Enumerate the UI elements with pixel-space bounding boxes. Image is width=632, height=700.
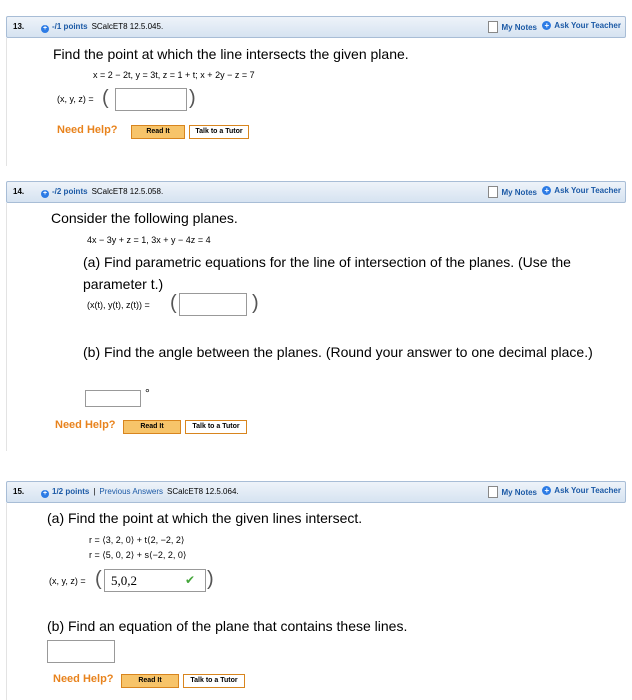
equation: x = 2 − 2t, y = 3t, z = 1 + t; x + 2y − z = 7 — [93, 70, 255, 80]
line-2-equation: r = ⟨5, 0, 2⟩ + s⟨−2, 2, 0⟩ — [89, 550, 187, 560]
question-statement: Consider the following planes. — [51, 210, 238, 226]
part-b-statement: (b) Find an equation of the plane that contains these lines. — [47, 618, 408, 634]
previous-answers-link[interactable]: Previous Answers — [99, 487, 164, 496]
need-help-label: Need Help? — [55, 419, 116, 431]
read-it-button[interactable]: Read It — [131, 125, 185, 139]
question-statement: Find the point at which the line intersects the given plane. — [53, 46, 409, 62]
ask-teacher-button[interactable]: + Ask Your Teacher — [542, 486, 621, 495]
plus-icon: + — [542, 186, 551, 195]
angle-input[interactable] — [85, 390, 141, 407]
left-paren: ( — [95, 568, 102, 590]
answer-input[interactable] — [104, 569, 206, 592]
plus-icon: + — [42, 190, 48, 197]
answer-label: (x(t), y(t), z(t)) = — [87, 300, 150, 310]
talk-to-tutor-button[interactable]: Talk to a Tutor — [189, 125, 249, 139]
question-number: 13. — [13, 22, 25, 31]
right-paren: ) — [189, 87, 196, 109]
question-14-header — [6, 181, 626, 203]
equation: 4x − 3y + z = 1, 3x + y − 4z = 4 — [87, 235, 211, 245]
answer-label: (x, y, z) = — [57, 94, 94, 104]
degree-symbol: ° — [145, 386, 150, 400]
plus-icon: + — [42, 25, 48, 32]
right-paren: ) — [207, 568, 214, 590]
need-help-label: Need Help? — [53, 673, 114, 685]
read-it-button[interactable]: Read It — [121, 674, 179, 688]
right-paren: ) — [252, 292, 259, 314]
ask-teacher-button[interactable]: + Ask Your Teacher — [542, 186, 621, 195]
answer-label: (x, y, z) = — [49, 576, 86, 586]
points-label: + -/2 points SCalcET8 12.5.058. — [42, 187, 164, 197]
need-help-label: Need Help? — [57, 124, 118, 136]
part-b-statement: (b) Find the angle between the planes. (Round your answer to one decimal place.) — [83, 344, 593, 360]
talk-to-tutor-button[interactable]: Talk to a Tutor — [185, 420, 247, 434]
answer-input[interactable] — [115, 88, 187, 111]
plane-equation-input[interactable] — [47, 640, 115, 663]
my-notes-button[interactable]: My Notes — [488, 21, 537, 33]
source-label: SCalcET8 12.5.064. — [167, 487, 239, 496]
question-number: 15. — [13, 487, 25, 496]
points-label: + 1/2 points | Previous Answers SCalcET8 12.5.064. — [42, 487, 239, 497]
left-paren: ( — [102, 87, 109, 109]
my-notes-button[interactable]: My Notes — [488, 186, 537, 198]
read-it-button[interactable]: Read It — [123, 420, 181, 434]
parametric-input[interactable] — [179, 293, 247, 316]
question-15-header — [6, 481, 626, 503]
my-notes-button[interactable]: My Notes — [488, 486, 537, 498]
plus-icon: + — [542, 21, 551, 30]
plus-icon: + — [42, 490, 48, 497]
correct-check-icon: ✔ — [185, 573, 196, 587]
note-icon — [488, 486, 498, 498]
line-1-equation: r = ⟨3, 2, 0⟩ + t⟨2, −2, 2⟩ — [89, 535, 185, 545]
source-label: SCalcET8 12.5.045. — [91, 22, 164, 31]
question-13 — [6, 16, 626, 166]
ask-teacher-button[interactable]: + Ask Your Teacher — [542, 21, 621, 30]
part-a-statement: (a) Find parametric equations for the line of intersection of the planes. (Use the parameter t.) — [83, 254, 571, 292]
points-label: + -/1 points SCalcET8 12.5.045. — [42, 22, 164, 32]
question-13-header — [6, 16, 626, 38]
source-label: SCalcET8 12.5.058. — [91, 187, 164, 196]
question-15 — [6, 481, 626, 700]
note-icon — [488, 21, 498, 33]
talk-to-tutor-button[interactable]: Talk to a Tutor — [183, 674, 245, 688]
left-paren: ( — [170, 292, 177, 314]
question-14 — [6, 181, 626, 451]
part-a-statement: (a) Find the point at which the given lines intersect. — [47, 510, 363, 526]
note-icon — [488, 186, 498, 198]
question-number: 14. — [13, 187, 25, 196]
plus-icon: + — [542, 486, 551, 495]
answer-value: 5,0,2 — [111, 573, 137, 588]
separator: | — [93, 487, 96, 496]
